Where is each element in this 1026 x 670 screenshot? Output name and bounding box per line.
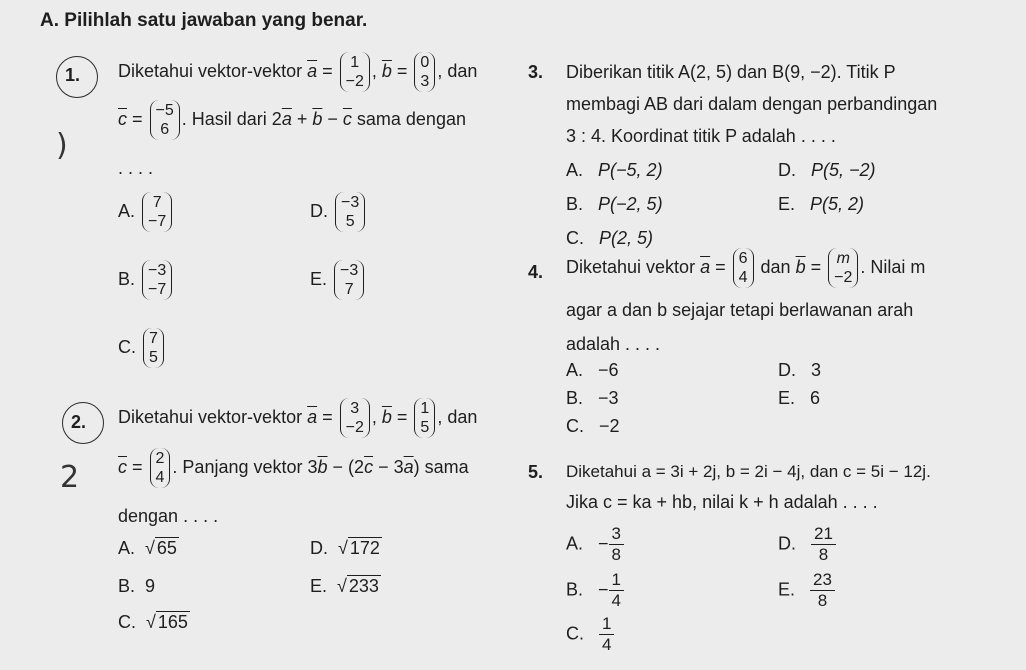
q2-vector-c: 2 4: [150, 448, 171, 488]
q1-vector-b: 0 3: [414, 52, 435, 92]
q4-line2: agar a dan b sejajar tetapi berlawanan arah: [566, 300, 914, 320]
q1-expr-tail: sama dengan: [356, 108, 466, 129]
q5-option-d: D. $\frac{21}{8}$: [778, 524, 836, 565]
q1-option-d: D. −3 5: [310, 192, 367, 232]
q4-vector-b: m −2: [828, 248, 858, 288]
q1-number: 1.: [65, 65, 81, 85]
q4-line3: adalah . . . .: [566, 334, 661, 354]
q1-line1: Diketahui vektor-vektor $\overline{a}$ = 1 −2 , $\overline{b}$ = 0 3 , dan: [118, 54, 478, 90]
q2-line1: Diketahui vektor-vektor $\overline{a}$ = 3 −2 , $\overline{b}$ = 1 5 , dan: [118, 400, 478, 436]
q2-number: 2.: [71, 412, 87, 432]
q1-c-name: $\overline{c}$: [118, 108, 127, 129]
q2-vector-a: 3 −2: [340, 398, 370, 438]
q1-option-e-vector: −3 7: [334, 260, 364, 300]
q5-option-a: A. − $\frac{3}{8}$: [566, 524, 624, 565]
q3-line3: 3 : 4. Koordinat titik P adalah . . . .: [566, 126, 836, 146]
q3-number: 3.: [528, 62, 544, 82]
q2-option-e: E. √ 233: [310, 576, 379, 596]
q1-vector-a: 1 −2: [340, 52, 370, 92]
q3-line2: membagi AB dari dalam dengan perbandingan: [566, 94, 938, 114]
q5-option-b: B. − $\frac{1}{4}$: [566, 570, 624, 611]
q1-option-c-vector: 7 5: [143, 328, 164, 368]
q5-option-d-fraction: $\frac{21}{8}$: [811, 524, 836, 565]
q4-tail: . Nilai m: [860, 256, 926, 277]
q1-option-d-vector: −3 5: [335, 192, 365, 232]
q4-intro: Diketahui vektor: [566, 256, 696, 277]
q1-a-name: $\overline{a}$: [307, 60, 318, 81]
q5-number: 5.: [528, 462, 544, 482]
q4-dan: dan: [760, 256, 791, 277]
q1-vector-c: −5 6: [150, 100, 180, 140]
q4-option-d: D. 3: [778, 360, 822, 380]
q3-option-d: D. P(5, −2): [778, 160, 876, 180]
q3-line1: Diberikan titik A(2, 5) dan B(9, −2). Titik P: [566, 62, 896, 82]
q1-b-name: $\overline{b}$: [381, 60, 392, 81]
q3-option-e: E. P(5, 2): [778, 194, 865, 214]
q2-handwritten-mark: 2: [60, 460, 80, 495]
q2-dan: , dan: [437, 406, 478, 427]
q1-option-a-vector: 7 −7: [142, 192, 172, 232]
q4-option-e: E. 6: [778, 388, 821, 408]
q2-option-c: C. √ 165: [118, 612, 188, 632]
q2-intro: Diketahui vektor-vektor: [118, 406, 303, 427]
q2-text2: . Panjang vektor 3: [172, 456, 318, 477]
q5-option-a-fraction: $\frac{3}{8}$: [609, 524, 624, 565]
q1-option-b: B. −3 −7: [118, 260, 174, 300]
q1-intro: Diketahui vektor-vektor: [118, 60, 303, 81]
q1-text2: . Hasil dari 2: [181, 108, 282, 129]
q2-line2: $\overline{c}$ = 2 4 . Panjang vektor $3\overline{b} - (2\overline{c} - 3\overline{a})$ sama: [118, 450, 469, 486]
q5-option-e-fraction: $\frac{23}{8}$: [810, 570, 835, 611]
q3-option-c: C. P(2, 5): [566, 228, 654, 248]
q2-option-b: B. 9: [118, 576, 156, 596]
q5-option-e: E. $\frac{23}{8}$: [778, 570, 835, 611]
q3-option-b: B. P(−2, 5): [566, 194, 663, 214]
q5-line1: Diketahui a = 3i + 2j, b = 2i − 4j, dan c = 5i − 12j.: [566, 462, 931, 481]
q1-option-b-vector: −3 −7: [142, 260, 172, 300]
q2-option-a: A. √ 65: [118, 538, 177, 558]
q2-vector-b: 1 5: [414, 398, 435, 438]
q5-option-c: C. $\frac{1}{4}$: [566, 614, 614, 655]
q4-option-c: C. −2: [566, 416, 620, 436]
q3-option-a: A. P(−5, 2): [566, 160, 663, 180]
q2-option-d: D. √ 172: [310, 538, 380, 558]
q1-option-e: E. −3 7: [310, 260, 366, 300]
q1-dots: . . . .: [118, 158, 154, 178]
q4-option-b: B. −3: [566, 388, 619, 408]
q4-line1: Diketahui vektor $\overline{a}$ = 6 4 dan $\overline{b}$ = m −2 . Nilai m: [566, 250, 926, 286]
q1-option-a: A. 7 −7: [118, 192, 174, 232]
q1-option-c: C. 7 5: [118, 328, 166, 368]
q2-expr-tail: sama: [424, 456, 469, 477]
q1-dan: , dan: [437, 60, 478, 81]
q1-handwritten-mark: ): [56, 128, 68, 163]
q5-line2: Jika c = ka + hb, nilai k + h adalah . . . .: [566, 492, 878, 512]
q1-line2: $\overline{c}$ = −5 6 . Hasil dari $2\overline{a} + \overline{b} - \overline{c}$ sama dengan: [118, 102, 466, 138]
q4-vector-a: 6 4: [733, 248, 754, 288]
q4-number: 4.: [528, 262, 544, 282]
q5-option-c-fraction: $\frac{1}{4}$: [599, 614, 614, 655]
q4-option-a: A. −6: [566, 360, 619, 380]
section-title: A. Pilihlah satu jawaban yang benar.: [40, 10, 368, 31]
q2-line3: dengan . . . .: [118, 506, 219, 526]
q5-option-b-fraction: $\frac{1}{4}$: [609, 570, 624, 611]
